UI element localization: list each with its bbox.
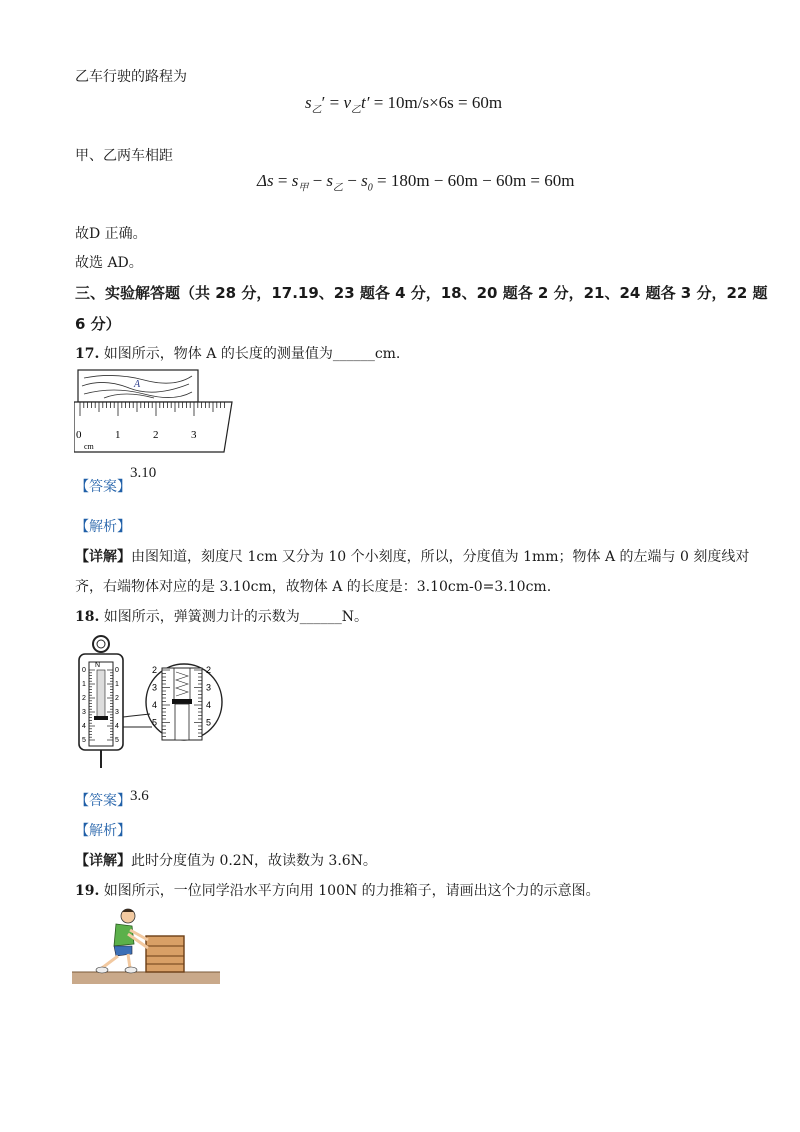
push-box-figure bbox=[72, 904, 222, 988]
scale-label: 3 bbox=[115, 709, 119, 716]
equation-delta-s: $\Delta s = s_甲 - s_乙 - s_0 = 180m - 60m - 60m = 60m$ bbox=[257, 171, 575, 194]
box bbox=[146, 936, 184, 972]
ruler-figure bbox=[74, 368, 234, 454]
detail-line: 【详解】此时分度值为 0.2N，故读数为 3.6N。 bbox=[75, 853, 377, 869]
scale-label: 0 bbox=[82, 667, 86, 674]
ruler-label-3: 3 bbox=[191, 429, 197, 441]
zoom-label: 3 bbox=[206, 682, 212, 693]
zoom-label: 5 bbox=[152, 717, 158, 728]
scale-label: 5 bbox=[115, 737, 119, 744]
question-18: 18. 如图所示，弹簧测力计的示数为______N。 bbox=[75, 609, 369, 625]
ruler-label-2: 2 bbox=[153, 429, 159, 441]
scale-label: 1 bbox=[115, 681, 119, 688]
ruler-body bbox=[74, 402, 232, 452]
scale-label: 1 bbox=[82, 681, 86, 688]
zoom-label: 2 bbox=[152, 665, 158, 675]
answer-value: 3.10 bbox=[130, 465, 157, 481]
answer-value: 3.6 bbox=[130, 788, 149, 804]
spring-scale-figure bbox=[74, 632, 224, 772]
ruler-unit: cm bbox=[84, 442, 94, 451]
text-line: 乙车行驶的路程为 bbox=[75, 69, 187, 85]
analysis-label: 【解析】 bbox=[75, 519, 131, 535]
scale-label: 2 bbox=[115, 695, 119, 702]
section-title-cont: 6 分） bbox=[75, 315, 121, 333]
detail-line: 齐，右端物体对应的是 3.10cm，故物体 A 的长度是：3.10cm-0=3.10cm. bbox=[75, 579, 552, 595]
section-title: 三、实验解答题（共 28 分，17.19、23 题各 4 分，18、20 题各 2 分，21、24 题各 3 分，22 题 bbox=[75, 284, 768, 302]
zoom-label: 4 bbox=[206, 700, 212, 710]
text-line: 故选 AD。 bbox=[75, 255, 143, 271]
scale-label: 0 bbox=[115, 667, 119, 674]
block-label: A bbox=[134, 379, 141, 390]
zoom-label: 5 bbox=[206, 717, 212, 728]
ruler-label-0: 0 bbox=[76, 429, 82, 441]
detail-line: 【详解】由图知道，刻度尺 1cm 又分为 10 个小刻度，所以，分度值为 1mm；物体 A 的左端与 0 刻度线对 bbox=[75, 549, 750, 565]
question-17: 17. 如图所示，物体 A 的长度的测量值为______cm. bbox=[75, 346, 401, 362]
question-19: 19. 如图所示，一位同学沿水平方向用 100N 的力推箱子，请画出这个力的示意图。 bbox=[75, 883, 600, 899]
analysis-label: 【解析】 bbox=[75, 823, 131, 839]
ground bbox=[72, 972, 220, 984]
scale-label: 5 bbox=[82, 737, 86, 744]
answer-label: 【答案】 bbox=[75, 479, 131, 495]
unit-n: N bbox=[95, 662, 101, 669]
ruler-label-1: 1 bbox=[115, 429, 121, 441]
text-line: 甲、乙两车相距 bbox=[75, 148, 173, 164]
zoom-label: 2 bbox=[206, 665, 212, 675]
zoom-label: 3 bbox=[152, 682, 158, 693]
scale-label: 2 bbox=[82, 695, 86, 702]
scale-label: 4 bbox=[115, 723, 119, 730]
zoom-label: 4 bbox=[152, 700, 158, 710]
answer-label: 【答案】 bbox=[75, 793, 131, 809]
scale-label: 4 bbox=[82, 723, 86, 730]
text-line: 故D 正确。 bbox=[75, 226, 147, 242]
equation-s-yi: $s_乙' = v_乙t' = 10m/s\times 6s = 60m$ bbox=[305, 93, 503, 116]
scale-label: 3 bbox=[82, 709, 86, 716]
